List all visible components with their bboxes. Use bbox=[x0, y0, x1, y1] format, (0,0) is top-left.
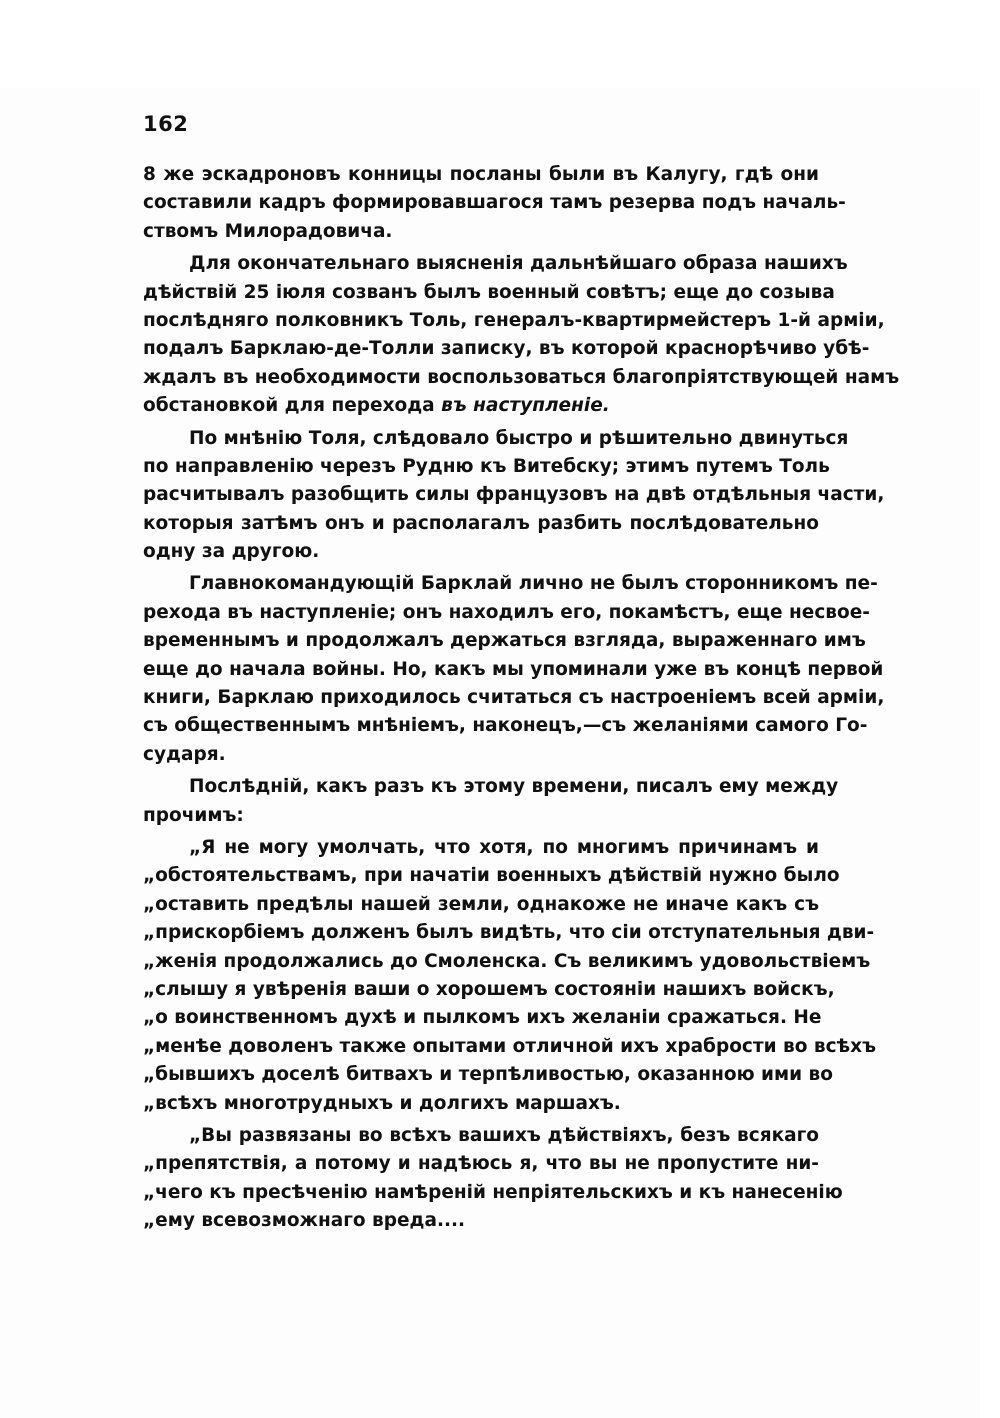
text-line: прочимъ: bbox=[143, 804, 244, 826]
quote-line: „всѣхъ многотрудныхъ и долгихъ маршахъ. bbox=[143, 1092, 621, 1114]
quote-line: „Вы развязаны во всѣхъ вашихъ дѣйствіяхъ, безъ всякаго bbox=[189, 1124, 819, 1146]
quote-line: „о воинственномъ духѣ и пылкомъ ихъ желаніи сражаться. Не bbox=[143, 1007, 822, 1029]
text-line: Для окончательнаго выясненія дальнѣйшаго образа нашихъ bbox=[189, 253, 848, 275]
quote-line: „чего къ пресѣченію намѣреній непріятельскихъ и къ нанесенію bbox=[143, 1181, 843, 1203]
quote-line: „бывшихъ доселѣ битвахъ и терпѣливостью, оказанною ими во bbox=[143, 1064, 833, 1086]
quote-line: „препятствія, а потому и надѣюсь я, что вы не пропустите ни- bbox=[143, 1153, 819, 1175]
quote-line: „ему всевозможнаго вреда.... bbox=[143, 1210, 466, 1232]
page-number: 162 bbox=[143, 112, 189, 136]
text-line: по направленію черезъ Рудню къ Витебску; этимъ путемъ Толь bbox=[143, 455, 830, 477]
quote-line: „оставить предѣлы нашей земли, однакоже не иначе какъ съ bbox=[143, 893, 819, 915]
quote-line: „слышу я увѣренія ваши о хорошемъ состояніи нашихъ войскъ, bbox=[143, 978, 835, 1000]
text-line: сударя. bbox=[143, 743, 226, 765]
text-line: которыя затѣмъ онъ и располагалъ разбить послѣдовательно bbox=[143, 512, 819, 534]
quote-line: „менѣе доволенъ также опытами отличной ихъ храбрости во всѣхъ bbox=[143, 1035, 876, 1057]
quote-line: „обстоятельствамъ, при начатіи военныхъ дѣйствій нужно было bbox=[143, 865, 840, 887]
quote-line: „Я не могу умолчать, что хотя, по многимъ причинамъ и bbox=[189, 836, 819, 858]
text-line: подалъ Барклаю-де-Толли записку, въ которой краснорѣчиво убѣ- bbox=[143, 338, 870, 360]
text-line: По мнѣнію Толя, слѣдовало быстро и рѣшительно двинуться bbox=[189, 427, 849, 449]
text-line: расчитывалъ разобщить силы французовъ на двѣ отдѣльныя части, bbox=[143, 484, 885, 506]
text-line: ждалъ въ необходимости воспользоваться благопріятствующей намъ bbox=[143, 366, 900, 388]
text-line: дѣйствій 25 іюля созванъ былъ военный совѣтъ; еще до созыва bbox=[143, 281, 835, 303]
quote-line: „прискорбіемъ долженъ былъ видѣть, что сіи отступательныя дви- bbox=[143, 922, 875, 944]
text-line: еще до начала войны. Но, какъ мы упоминали уже въ концѣ первой bbox=[143, 658, 884, 680]
text-line: съ общественнымъ мнѣніемъ, наконецъ,—съ желаніями самого Го- bbox=[143, 715, 868, 737]
text-line: 8 же эскадроновъ конницы посланы были въ Калугу, гдѣ они bbox=[143, 164, 819, 185]
text-line: Послѣдній, какъ разъ къ этому времени, писалъ ему между bbox=[189, 776, 839, 798]
text-line: временнымъ и продолжалъ держаться взгляда, выраженнаго имъ bbox=[143, 630, 866, 652]
text-line: одну за другою. bbox=[143, 541, 320, 563]
text-body bbox=[143, 161, 900, 1235]
text-line: книги, Барклаю приходилось считаться съ настроеніемъ всей арміи, bbox=[143, 687, 885, 709]
text-line: Главнокомандующій Барклай лично не былъ сторонникомъ пе- bbox=[189, 573, 878, 595]
text-line: ствомъ Милорадовича. bbox=[143, 220, 393, 242]
emphasized-text: въ наступленіе. bbox=[441, 395, 610, 417]
text-segment: обстановкой для перехода bbox=[143, 395, 435, 417]
text-line: послѣдняго полковникъ Толь, генералъ-квартирмейстеръ 1-й арміи, bbox=[143, 309, 885, 331]
text-line bbox=[143, 392, 819, 420]
text-line: составили кадръ формировавшагося тамъ резерва подъ началь- bbox=[143, 192, 846, 214]
text-line: рехода въ наступленіе; онъ находилъ его, покамѣстъ, еще несвое- bbox=[143, 601, 870, 623]
quote-line: „женія продолжались до Смоленска. Съ великимъ удовольствіемъ bbox=[143, 950, 871, 972]
